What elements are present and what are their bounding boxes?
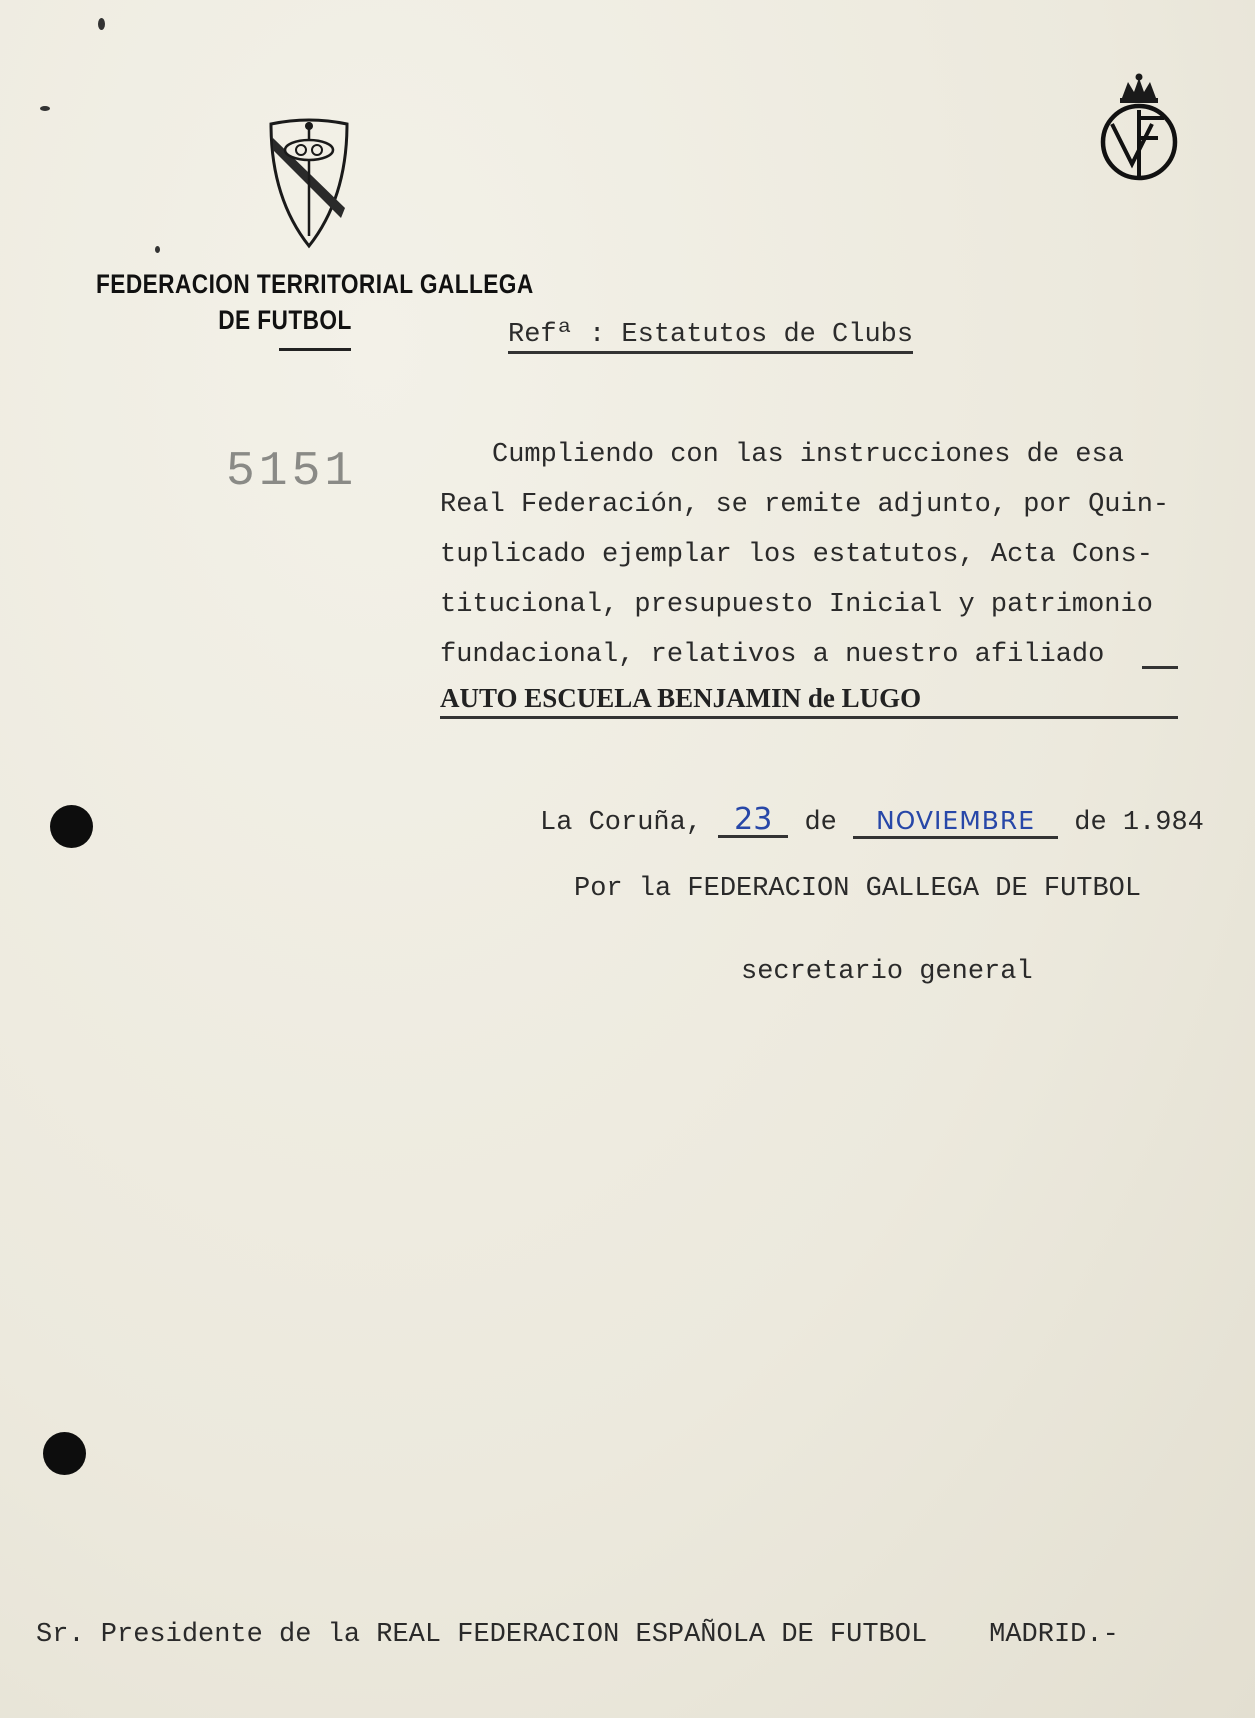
body-line: Real Federación, se remite adjunto, por Quin- [440,490,1170,520]
date-year: 1.984 [1122,808,1204,838]
signer-line: Por la FEDERACION GALLEGA DE FUTBOL [574,874,1142,904]
body-line: fundacional, relativos a nuestro afiliado [440,640,1105,670]
date-place: La Coruña, [540,808,703,838]
club-name: AUTO ESCUELA BENJAMIN de LUGO [440,683,1178,719]
organization-name [96,266,534,338]
reference-line: Refª : Estatutos de Clubs [508,320,913,354]
rfef-crown-monogram-emblem-icon [1098,72,1180,184]
addressee-text: Sr. Presidente de la REAL FEDERACION ESPAÑOLA DE FUTBOL [36,1620,928,1650]
punch-hole [50,805,93,848]
body-line: titucional, presupuesto Inicial y patrimonio [440,590,1153,620]
addressee-city: MADRID.- [989,1620,1119,1650]
punch-hole [43,1432,86,1475]
gallega-shield-emblem-icon [265,118,353,250]
fill-dash [1142,666,1178,669]
org-name-underline [279,348,351,351]
ink-speck [98,18,105,30]
file-number-stamp: 5151 [226,445,358,499]
org-name-line-1: FEDERACION TERRITORIAL GALLEGA [96,269,534,299]
date-line [540,802,1204,839]
date-month-handwritten: NOVIEMBRE [853,806,1058,839]
body-line: Cumpliendo con las instrucciones de esa [492,440,1124,470]
addressee-line [36,1620,1119,1650]
body-line: tuplicado ejemplar los estatutos, Acta Cons- [440,540,1153,570]
signer-title: secretario general [741,957,1033,987]
date-day-handwritten: 23 [718,805,788,838]
ink-speck [40,106,50,111]
date-de-2: de [1074,808,1107,838]
letter-body [440,430,1200,680]
date-de-1: de [804,808,837,838]
show-through-text [450,1340,1210,1540]
org-name-line-2: DE FUTBOL [218,305,352,335]
ink-speck [155,246,160,253]
